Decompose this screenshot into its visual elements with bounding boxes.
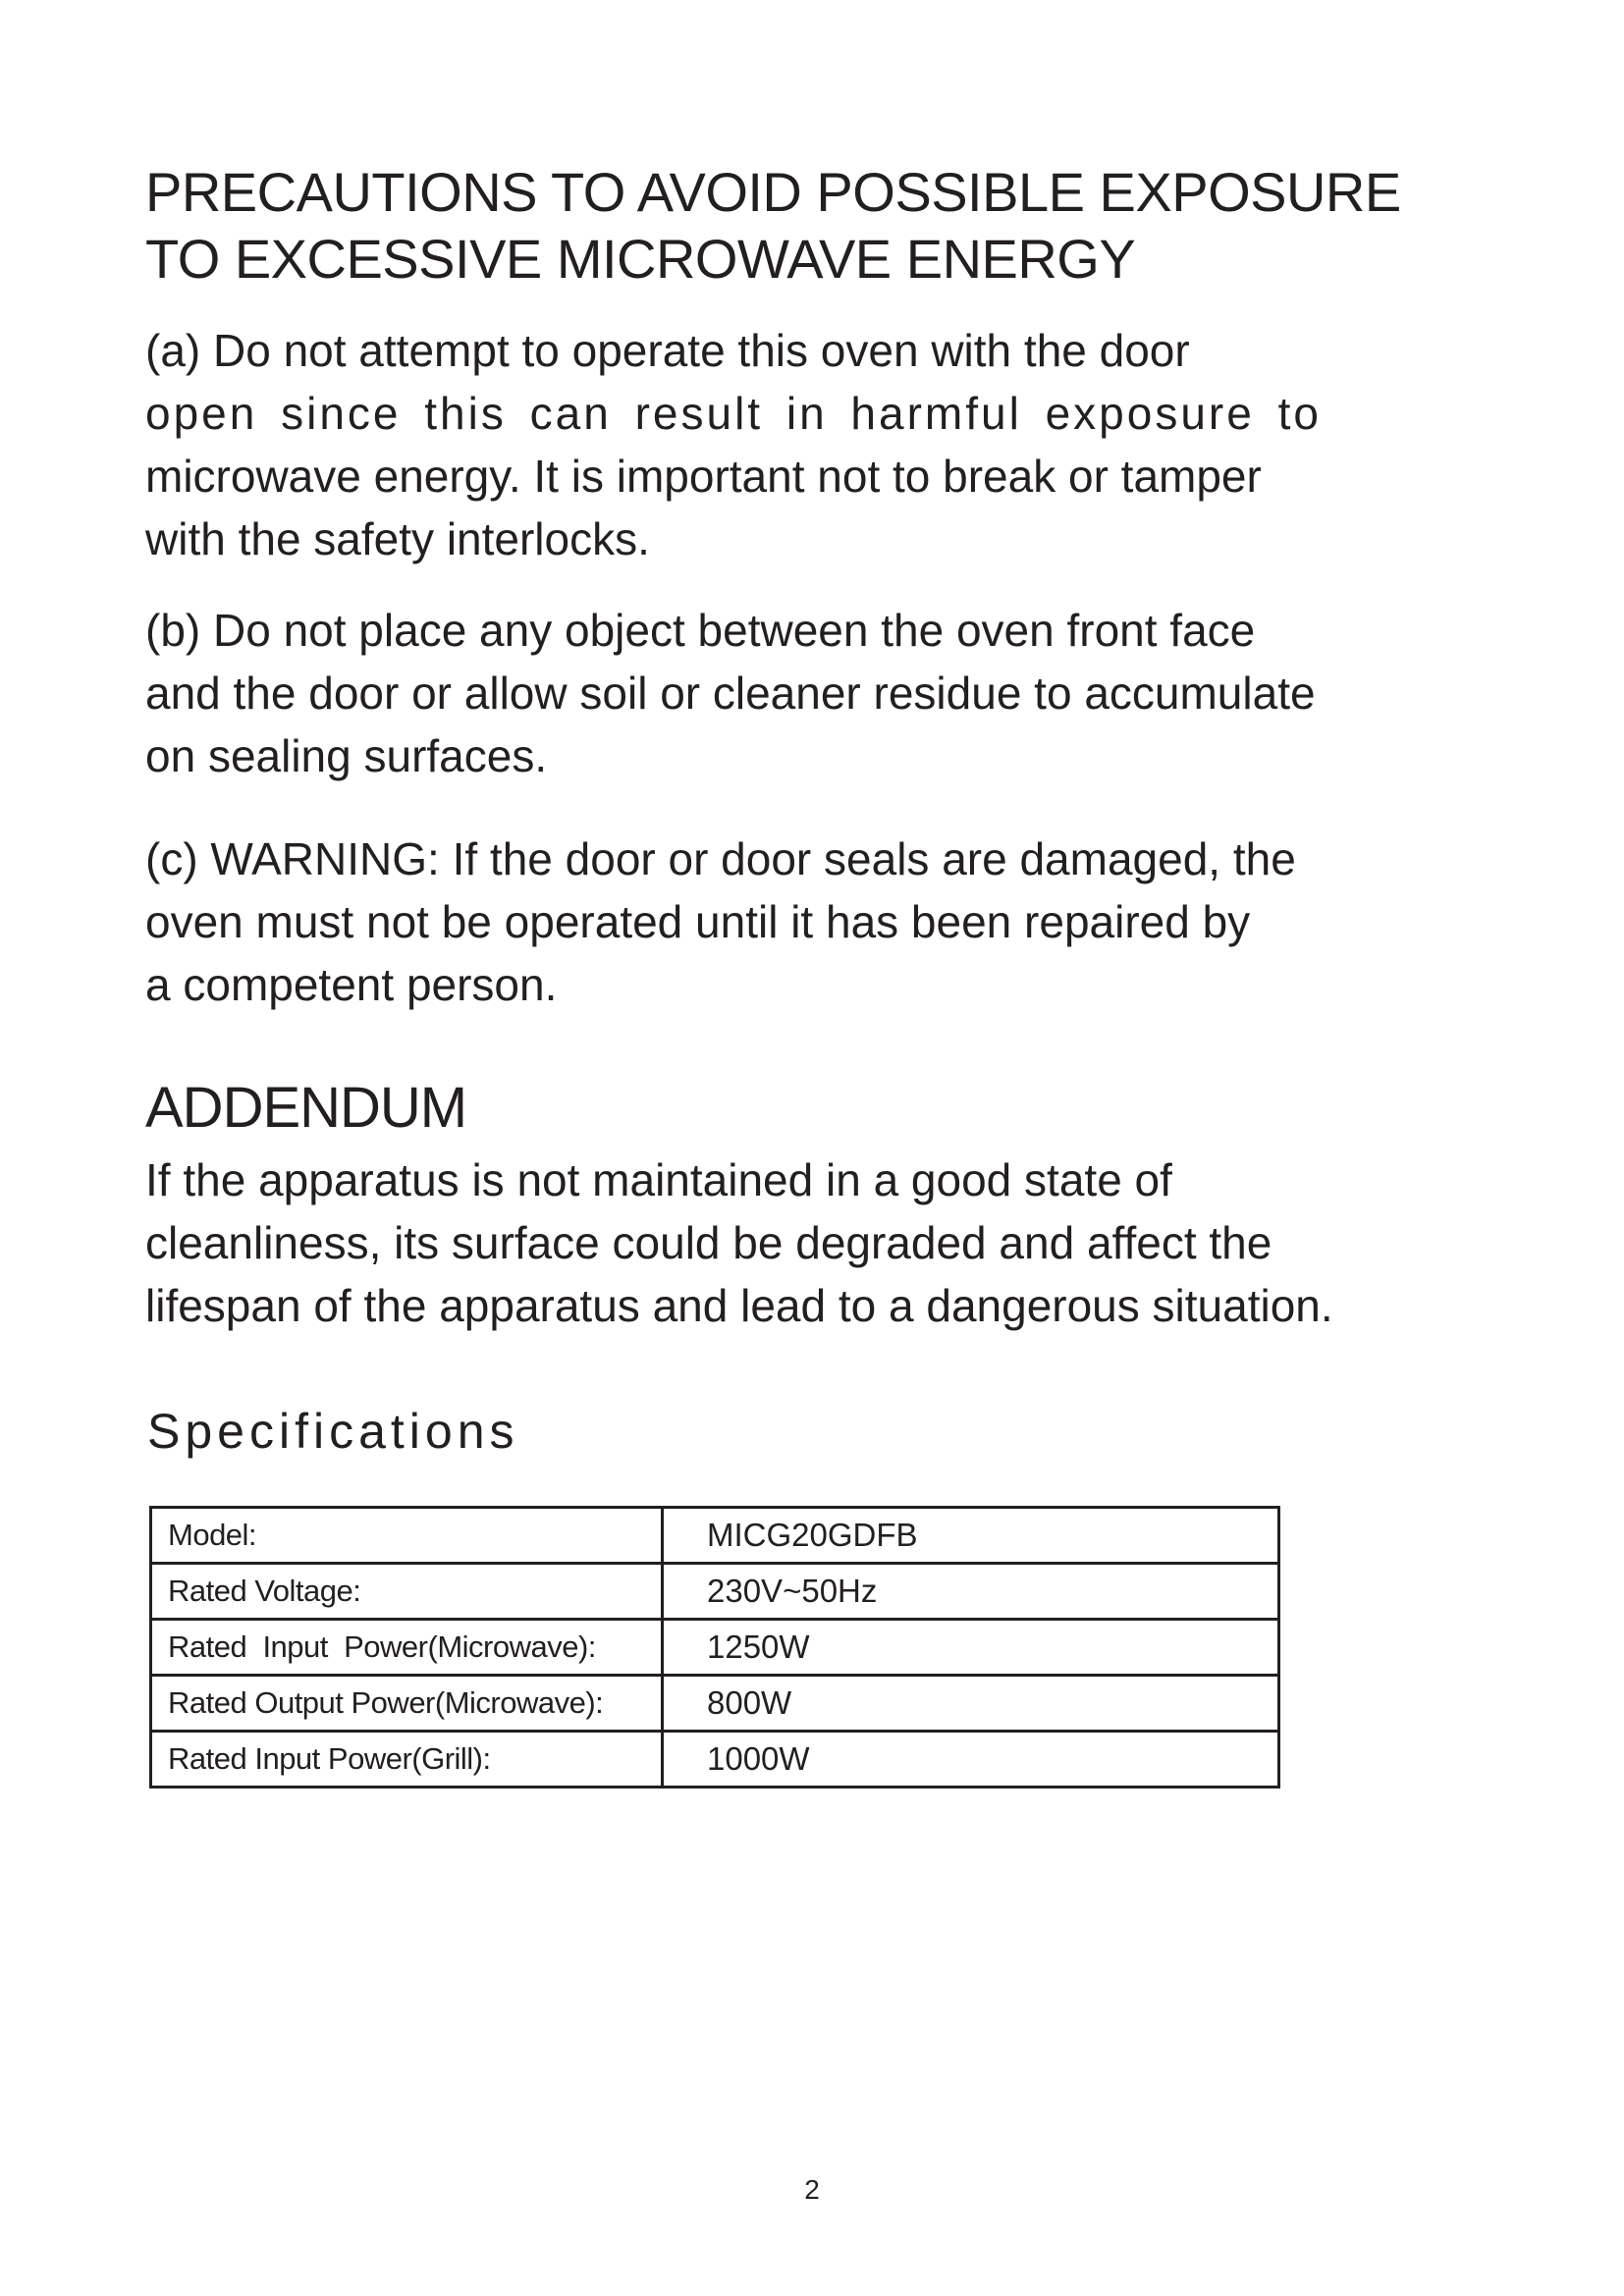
precaution-a-line: microwave energy. It is important not to break or tamper [145,451,1262,502]
page-title-line-1: PRECAUTIONS TO AVOID POSSIBLE EXPOSURE [145,161,1401,223]
precaution-b-line: (b) Do not place any object between the oven front face [145,605,1256,656]
page-title-line-2: TO EXCESSIVE MICROWAVE ENERGY [145,228,1136,290]
page-number: 2 [804,2174,820,2205]
precaution-a-line: open since this can result in harmful exposure to [145,388,1322,439]
precaution-a-line: with the safety interlocks. [145,513,650,564]
addendum-text [145,1148,1451,1337]
spec-label: Rated Output Power(Microwave): [151,1676,663,1732]
spec-label: Rated Input Power(Grill): [151,1732,663,1788]
precaution-a [145,319,1451,570]
table-row [151,1676,1279,1732]
precaution-b-line: on sealing surfaces. [145,730,548,781]
page-title [145,159,1520,293]
spec-value: MICG20GDFB [663,1508,1279,1564]
addendum-line: lifespan of the apparatus and lead to a dangerous situation. [145,1280,1333,1331]
spec-value: 1000W [663,1732,1279,1788]
precaution-b-line: and the door or allow soil or cleaner residue to accumulate [145,667,1316,719]
table-row [151,1732,1279,1788]
precaution-c-line: oven must not be operated until it has been repaired by [145,896,1251,947]
precaution-c-line: a competent person. [145,959,558,1010]
spec-label: Rated Voltage: [151,1564,663,1620]
precaution-b [145,599,1451,787]
table-row [151,1564,1279,1620]
spec-label: Model: [151,1508,663,1564]
precaution-a-line: (a) Do not attempt to operate this oven with the door [145,325,1190,376]
addendum-title: ADDENDUM [145,1076,467,1140]
precaution-c-line: (c) WARNING: If the door or door seals are damaged, the [145,833,1296,884]
table-row [151,1620,1279,1676]
addendum-line: If the apparatus is not maintained in a good state of [145,1154,1172,1205]
specifications-title: Specifications [147,1404,519,1459]
specifications-table [149,1506,1280,1789]
spec-value: 230V~50Hz [663,1564,1279,1620]
spec-label: Rated Input Power(Microwave): [151,1620,663,1676]
addendum-line: cleanliness, its surface could be degraded and affect the [145,1217,1272,1268]
table-row [151,1508,1279,1564]
spec-value: 800W [663,1676,1279,1732]
spec-value: 1250W [663,1620,1279,1676]
precaution-c-warning [145,828,1451,1016]
